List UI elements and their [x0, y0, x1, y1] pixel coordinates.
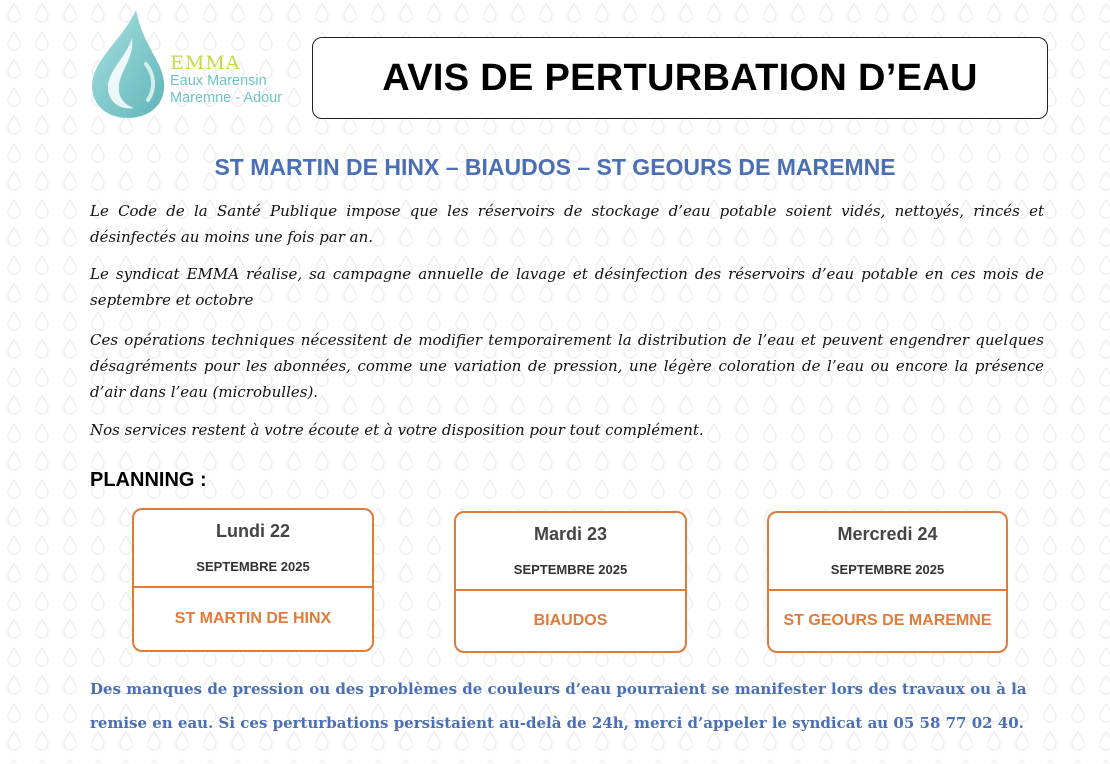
communes-subtitle: ST MARTIN DE HINX – BIAUDOS – ST GEOURS DE MAREMNE [214, 154, 896, 180]
schedule-day: Mercredi 24 [837, 524, 938, 544]
paragraph-code-sante: Le Code de la Santé Publique impose que les réservoirs de stockage d’eau potable soient vidés, nettoyés, rincés et désinfectés au moins une fois par an. [90, 202, 1044, 246]
schedule-place: ST GEOURS DE MAREMNE [783, 612, 992, 629]
paragraph-services: Nos services restent à votre écoute et à votre disposition pour tout complément. [90, 421, 704, 439]
planning-heading: PLANNING : [90, 469, 207, 491]
schedule-month: SEPTEMBRE 2025 [196, 559, 310, 574]
schedule-day: Lundi 22 [215, 521, 290, 541]
schedule-month: SEPTEMBRE 2025 [513, 562, 628, 577]
footer-notice: Des manques de pression ou des problèmes de couleurs d’eau pourraient se manifester lors des travaux ou à la remise en eau. Si ces perturbations persistaient au-delà de 24h, merci d’appeler le syndicat au 05 58 77 02 40. [90, 680, 1027, 732]
paragraph-operations: Ces opérations techniques nécessitent de modifier temporairement la distribution de l’eau et peuvent engendrer quelques désagréments pour les abonnées, comme une variation de pression, une légère coloration de l’eau ou encore la présence d’air dans l’eau (microbulles). [90, 331, 1044, 401]
schedule-place: BIAUDOS [533, 612, 608, 629]
schedule-card-monday [132, 508, 374, 652]
logo-brand-name: EMMA [170, 52, 241, 74]
schedule-card-wednesday [767, 511, 1008, 653]
schedule-place: ST MARTIN DE HINX [174, 610, 332, 627]
emma-logo [88, 8, 298, 123]
logo-subtitle-line1: Eaux Marensin [170, 73, 267, 89]
schedule-card-tuesday [454, 511, 687, 653]
page-title: AVIS DE PERTURBATION D’EAU [382, 56, 978, 99]
water-drop-icon [88, 8, 168, 120]
schedule-day: Mardi 23 [533, 524, 608, 544]
paragraph-campagne: Le syndicat EMMA réalise, sa campagne annuelle de lavage et désinfection des réservoirs d’eau potable en ces mois de septembre et octobre [90, 265, 1044, 309]
title-box [312, 37, 1048, 119]
schedule-month: SEPTEMBRE 2025 [830, 562, 945, 577]
logo-subtitle-line2: Maremne - Adour [170, 90, 283, 106]
